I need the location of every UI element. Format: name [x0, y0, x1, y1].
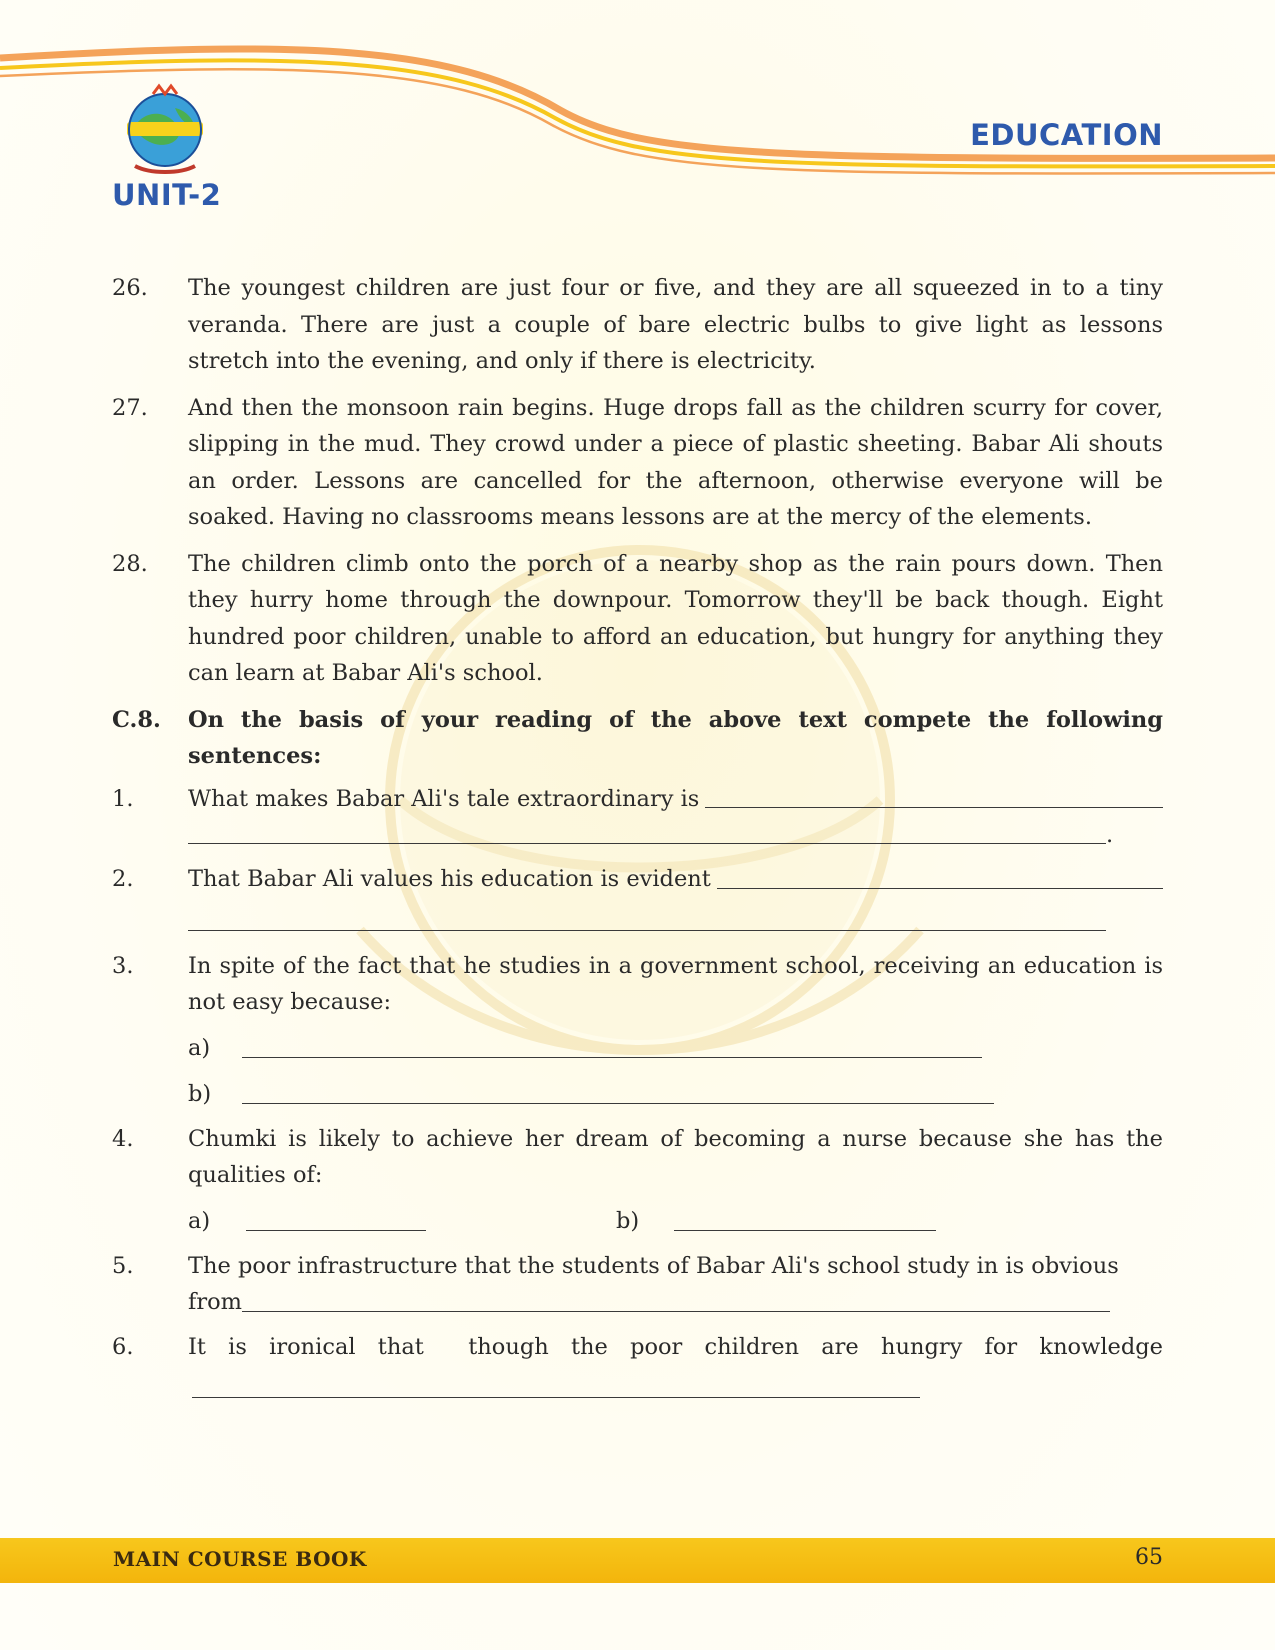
item-number: 3.	[112, 952, 134, 979]
item-text: The poor infrastructure that the students of Babar Ali's school study in is obvious	[188, 1252, 1119, 1279]
item-text: It is ironical that though the poor children are hungry for knowledge	[188, 1333, 1163, 1360]
paragraph-text: The youngest children are just four or five, and they are all squeezed in to a tiny veranda. There are just a couple of bare electric bulbs to give light as lessons stretch into the evening, and only if there is electricity.	[188, 275, 1163, 374]
paragraph-number: 27.	[112, 394, 148, 421]
answer-blank[interactable]	[717, 887, 1163, 889]
item-end-punctuation: .	[1106, 821, 1114, 848]
paragraph-text: The children climb onto the porch of a nearby shop as the rain pours down. Then they hurry home through the downpour. Tomorrow they'll be back though. Eight hundred poor children, unable to afford an education, but hungry for anything they can learn at Babar Ali's school.	[188, 550, 1163, 686]
item-text: That Babar Ali values his education is evident	[188, 866, 711, 892]
sub-label-a: a)	[188, 1035, 211, 1061]
paragraph-28	[112, 546, 1163, 692]
answer-blank[interactable]	[674, 1229, 936, 1231]
question-item-5	[112, 1248, 1163, 1321]
item-text: What makes Babar Ali's tale extraordinary is	[188, 785, 700, 812]
question-item-1	[112, 781, 1163, 854]
cbse-globe-logo-icon	[115, 78, 215, 178]
page-number: 65	[1135, 1545, 1163, 1570]
answer-blank[interactable]	[705, 806, 1163, 808]
paragraph-text: And then the monsoon rain begins. Huge drops fall as the children scurry for cover, slipping in the mud. They crowd under a piece of plastic sheeting. Babar Ali shouts an order. Lessons are cancelled for the afternoon, otherwise everyone will be soaked. Having no classrooms means lessons are at the mercy of the elements.	[188, 394, 1163, 530]
item-number: 6.	[112, 1333, 134, 1360]
question-item-4	[112, 1121, 1163, 1240]
item-text-from: from	[188, 1289, 242, 1315]
sub-label-b: b)	[188, 1081, 212, 1107]
question-item-3	[112, 948, 1163, 1113]
main-content	[112, 270, 1163, 1415]
question-number: C.8.	[112, 706, 161, 733]
paragraph-27	[112, 390, 1163, 536]
answer-blank[interactable]	[192, 1396, 920, 1398]
answer-blank[interactable]	[188, 842, 1106, 844]
answer-blank[interactable]	[246, 1229, 426, 1231]
sub-label-a: a)	[188, 1208, 211, 1234]
section-title: EDUCATION	[970, 118, 1163, 152]
sub-label-b: b)	[616, 1208, 640, 1234]
item-number: 1.	[112, 785, 134, 812]
question-text: On the basis of your reading of the above text compete the following sentences:	[188, 706, 1163, 769]
item-number: 2.	[112, 866, 134, 892]
answer-blank[interactable]	[242, 1310, 1110, 1312]
item-number: 5.	[112, 1252, 134, 1279]
paragraph-26	[112, 270, 1163, 380]
unit-label: UNIT-2	[112, 178, 222, 212]
question-heading	[112, 702, 1163, 775]
answer-blank[interactable]	[242, 1056, 982, 1058]
question-item-6	[112, 1329, 1163, 1408]
footer-book-label: MAIN COURSE BOOK	[113, 1547, 367, 1571]
paragraph-number: 28.	[112, 550, 148, 577]
item-number: 4.	[112, 1125, 134, 1152]
answer-blank[interactable]	[242, 1102, 994, 1104]
item-text: Chumki is likely to achieve her dream of becoming a nurse because she has the qualities of:	[188, 1125, 1163, 1188]
item-text: In spite of the fact that he studies in a government school, receiving an education is not easy because:	[188, 952, 1163, 1015]
question-item-2	[112, 861, 1163, 940]
paragraph-number: 26.	[112, 275, 148, 301]
answer-blank[interactable]	[188, 929, 1106, 931]
